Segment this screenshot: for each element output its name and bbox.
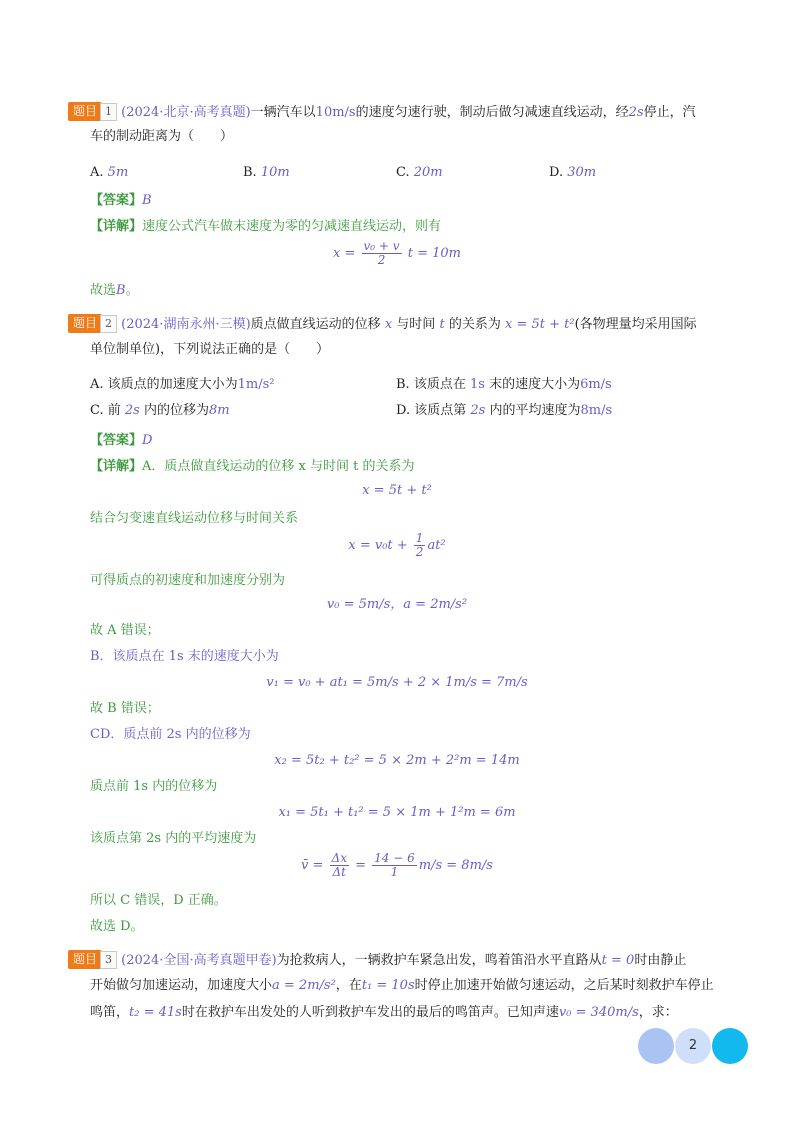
q1-option-a[interactable]: A. 5m bbox=[90, 165, 129, 180]
q1-option-b[interactable]: B. 10m bbox=[243, 165, 290, 180]
q2-explain-l8: 质点前 1s 内的位移为 bbox=[90, 779, 218, 794]
q2-option-c[interactable]: C. 前 2s 内的位移为8m bbox=[90, 403, 230, 418]
q2-eq1: x = 5t + t² bbox=[362, 483, 432, 498]
q2-eq7: x₂ = 5t₂ + t₂² = 5 × 2m + 2²m = 14m bbox=[274, 753, 520, 768]
question-number: 3 bbox=[100, 951, 117, 969]
q2-eq8: x₁ = 5t₁ + t₁² = 5 × 1m + 1²m = 6m bbox=[278, 805, 516, 820]
q2-option-d[interactable]: D. 该质点第 2s 内的平均速度为8m/s bbox=[396, 403, 613, 418]
q2-explain-l11: 故选 D。 bbox=[90, 919, 144, 934]
q2-explain-l1: 【详解】A．质点做直线运动的位移 x 与时间 t 的关系为 bbox=[90, 459, 415, 474]
q2-explain-l7: CD．质点前 2s 内的位移为 bbox=[90, 727, 251, 742]
q2-explain-l2: 结合匀变速直线运动位移与时间关系 bbox=[90, 511, 299, 526]
question-number: 2 bbox=[100, 315, 117, 333]
q1-explanation: 【详解】速度公式汽车做末速度为零的匀减速直线运动，则有 bbox=[90, 219, 442, 234]
q1-formula: x = $\frac{\text{v₀ + v}}{2}$ t = 10m bbox=[333, 239, 461, 268]
q1-stem-line2: 车的制动距离为（ ） bbox=[90, 129, 234, 144]
q1-stem: 题目 1 (2024·北京·高考真题)一辆汽车以10m/s的速度匀速行驶，制动后做匀减速直线运动，经2s停止，汽 bbox=[68, 102, 754, 123]
q1-source: (2024·北京·高考真题) bbox=[121, 105, 251, 120]
question-number: 1 bbox=[100, 103, 117, 121]
q3-line2: 开始做匀加速运动，加速度大小a = 2m/s²，在t₁ = 10s时停止加速开始做匀速运动，之后某时刻救护车停止 bbox=[90, 978, 714, 993]
q2-eq9: v̄ = $\frac{\Delta x}{\Delta t}$ = $\frac{14 - 6}{1}$ m/s = 8m/s bbox=[301, 851, 493, 880]
q1-answer: 【答案】B bbox=[90, 193, 152, 208]
page-number-indicator bbox=[638, 1028, 750, 1068]
question-badge: 题目 bbox=[68, 314, 102, 333]
page-number: 2 bbox=[675, 1028, 711, 1064]
q1-option-d[interactable]: D. 30m bbox=[549, 165, 597, 180]
q2-option-a[interactable]: A. 该质点的加速度大小为1m/s² bbox=[90, 377, 275, 392]
q2-eq5: v₁ = v₀ + at₁ = 5m/s + 2 × 1m/s = 7m/s bbox=[266, 675, 528, 690]
q2-explain-l3: 可得质点的初速度和加速度分别为 bbox=[90, 573, 286, 588]
q2-explain-l4: 故 A 错误； bbox=[90, 623, 160, 638]
q2-explain-l6: 故 B 错误； bbox=[90, 701, 160, 716]
decor-circle bbox=[638, 1028, 674, 1064]
q3-stem: 题目 3 (2024·全国·高考真题甲卷)为抢救病人，一辆救护车紧急出发，鸣着笛沿水平直路从t = 0时由静止 bbox=[68, 950, 754, 971]
q2-stem: 题目 2 (2024·湖南永州·三模)质点做直线运动的位移 x 与时间 t 的关系为 x = 5t + t²(各物理量均采用国际 bbox=[68, 314, 754, 335]
q2-eq3: v₀ = 5m/s，a = 2m/s² bbox=[326, 597, 468, 612]
question-badge: 题目 bbox=[68, 102, 102, 121]
question-badge: 题目 bbox=[68, 950, 102, 969]
q1-option-c[interactable]: C. 20m bbox=[396, 165, 443, 180]
q2-explain-l10: 所以 C 错误，D 正确。 bbox=[90, 893, 227, 908]
q1-conclusion: 故选B。 bbox=[90, 283, 139, 298]
q2-answer: 【答案】D bbox=[90, 433, 153, 448]
q2-option-b[interactable]: B. 该质点在 1s 末的速度大小为6m/s bbox=[396, 377, 612, 392]
q2-stem-line2: 单位制单位)，下列说法正确的是（ ） bbox=[90, 342, 330, 357]
q2-explain-l9: 该质点第 2s 内的平均速度为 bbox=[90, 831, 257, 846]
q2-eq2: x = v₀t + $\frac{1}{2}$ at² bbox=[348, 531, 446, 560]
decor-circle bbox=[712, 1028, 748, 1064]
q2-explain-l5: B．该质点在 1s 末的速度大小为 bbox=[90, 649, 279, 664]
q3-line3: 鸣笛，t₂ = 41s时在救护车出发处的人听到救护车发出的最后的鸣笛声。已知声速v₀ = 340m/s，求： bbox=[90, 1005, 678, 1020]
